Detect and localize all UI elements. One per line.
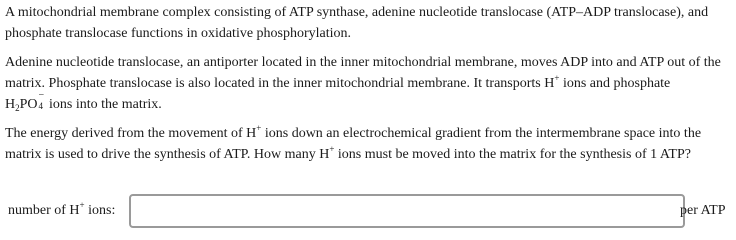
phosphate-formula (5, 90, 46, 113)
h-ions-answer-input[interactable] (129, 194, 685, 228)
translocase-paragraph (5, 52, 731, 115)
phosphate-h: H (5, 97, 16, 112)
phosphate-subscript-2: 2 (15, 103, 20, 113)
phosphate-subscript-4: 4 (38, 101, 44, 111)
answer-unit-label: per ATP (680, 203, 726, 218)
answer-label-prefix: number of H (8, 203, 80, 218)
intro-paragraph: A mitochondrial membrane complex consisting of ATP synthase, adenine nucleotide translocase (ATP–ADP translocase), and phosphate translocase functions in oxidative phosphorylation. (5, 5, 709, 41)
para2-text-1: Adenine nucleotide translocase, an antiporter located in the inner mitochondrial membrane, moves ADP into and ATP out of the matrix. Phosphate translocase is also located in the inner mitochondrial membrane. It transports H (5, 55, 721, 91)
phosphate-charge-subscript (38, 90, 46, 111)
phosphate-po: PO (19, 97, 38, 112)
h-plus-superscript: + (554, 73, 560, 83)
para2-text-2: ions and phosphate (559, 76, 671, 91)
h-plus-superscript: + (329, 144, 335, 154)
para3-text-3: ions must be moved into the matrix for the synthesis of 1 ATP? (334, 147, 691, 162)
h-plus-superscript: + (256, 123, 262, 133)
answer-row (0, 194, 736, 228)
para2-text-3: ions into the matrix. (45, 97, 162, 112)
energy-question-paragraph (5, 123, 731, 165)
answer-label (8, 200, 116, 219)
answer-label-suffix: ions: (84, 203, 116, 218)
phosphate-minus-sign: − (38, 90, 45, 101)
para3-text-2: ions down an electrochemical gradient from the intermembrane space into the matrix is used to drive the synthesis of ATP. How many H (5, 126, 702, 162)
h-plus-superscript: + (79, 200, 85, 210)
para3-text-1: The energy derived from the movement of H (5, 126, 257, 141)
question-text (5, 2, 731, 165)
